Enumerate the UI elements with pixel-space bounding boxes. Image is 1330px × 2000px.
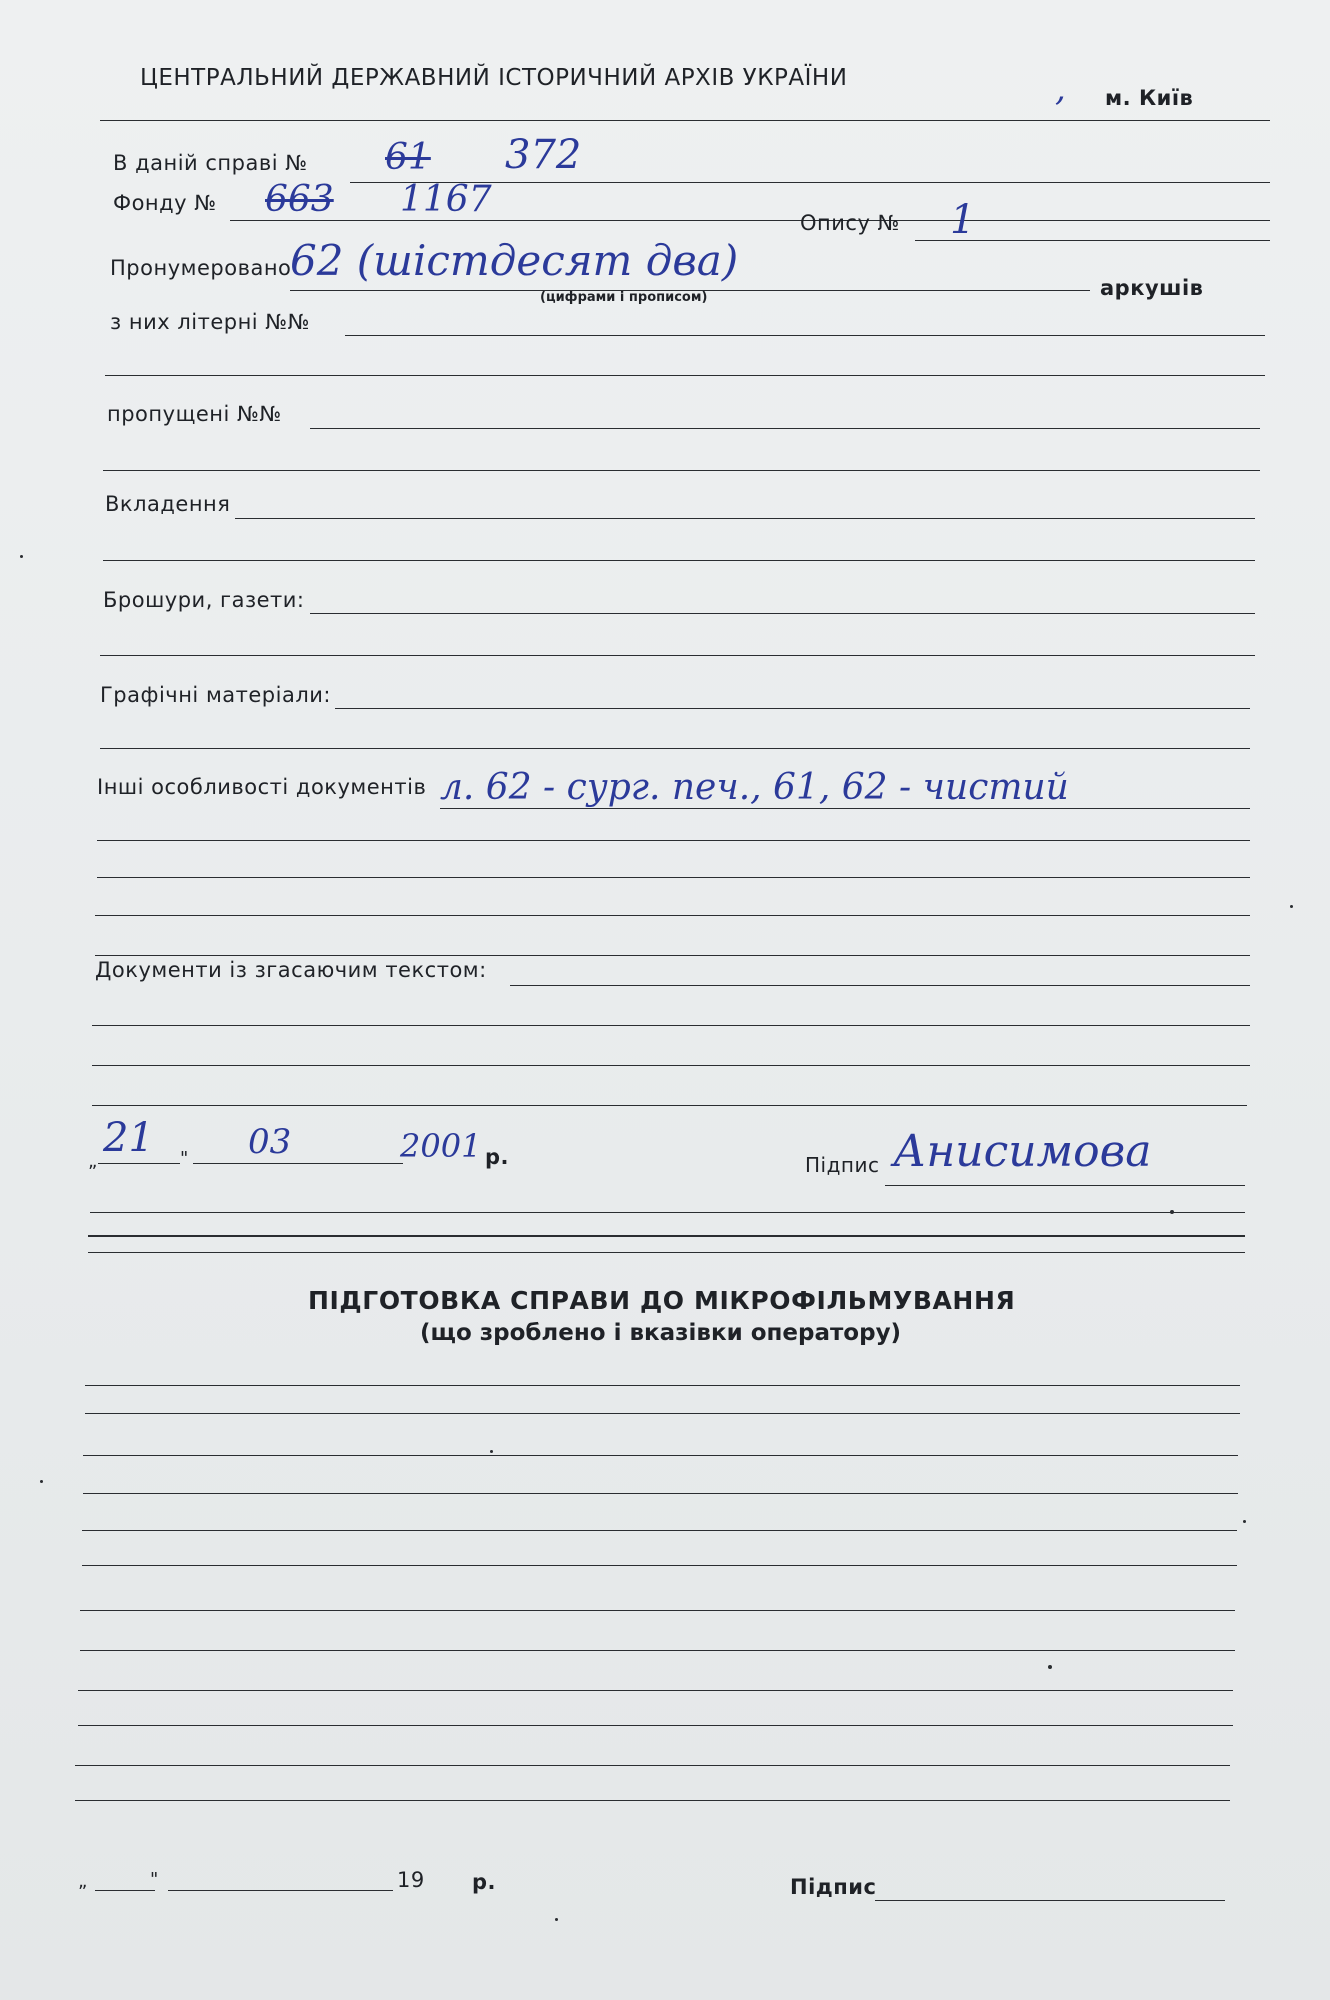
microfilm-line-4	[83, 1493, 1238, 1494]
microfilm-line-11	[75, 1765, 1230, 1766]
other-line-2	[97, 840, 1250, 841]
scan-speck	[40, 1480, 43, 1483]
signature-value: Анисимова	[893, 1126, 1152, 1177]
skipped-numbers-label: пропущені №№	[107, 402, 282, 426]
skipped-line-2	[103, 470, 1260, 471]
microfilm-line-2	[85, 1413, 1240, 1414]
skipped-line-1	[310, 428, 1260, 429]
scan-speck	[1170, 1210, 1174, 1214]
bottom-signature-label: Підпис	[790, 1875, 877, 1899]
graphics-label: Графічні матеріали:	[100, 683, 331, 707]
scan-speck	[555, 1918, 558, 1921]
other-value: л. 62 - сург. печ., 61, 62 - чистий	[440, 767, 1069, 808]
other-line-5	[95, 955, 1250, 956]
enclosures-line-1	[235, 518, 1255, 519]
fond-label: Фонду №	[113, 191, 217, 215]
archive-city: м. Київ	[1105, 86, 1194, 110]
bottom-year-prefix: 19	[397, 1868, 425, 1892]
opys-line	[915, 240, 1270, 241]
date-block-line-3	[88, 1252, 1245, 1253]
microfilm-line-10	[78, 1725, 1233, 1726]
microfilm-line-12	[75, 1800, 1230, 1801]
fond-line	[230, 220, 1270, 221]
date-month-line	[193, 1163, 403, 1164]
bottom-signature-line	[875, 1900, 1225, 1901]
microfilm-section-subtitle: (що зроблено і вказівки оператору)	[420, 1320, 902, 1346]
date-open-quote: „	[88, 1151, 98, 1172]
fond-value: 1167	[400, 179, 492, 220]
date-day-line	[98, 1163, 180, 1164]
numbered-hint: (цифрами і прописом)	[540, 290, 708, 305]
date-day: 21	[103, 1115, 154, 1161]
bottom-date-day-line	[95, 1890, 155, 1891]
date-block-line-1	[90, 1212, 1245, 1213]
enclosures-label: Вкладення	[105, 492, 231, 516]
opys-value: 1	[950, 197, 976, 243]
date-block-line-2	[88, 1235, 1245, 1237]
fading-line-1	[510, 985, 1250, 986]
brochures-label: Брошури, газети:	[103, 588, 305, 612]
microfilm-line-8	[80, 1650, 1235, 1651]
scan-speck	[1243, 1520, 1246, 1523]
bottom-date-open-quote: „	[78, 1871, 88, 1892]
other-line-1	[440, 808, 1250, 809]
numbered-label: Пронумеровано	[110, 256, 292, 280]
scan-speck	[1290, 905, 1293, 908]
letter-numbers-label: з них літерні №№	[110, 310, 310, 334]
numbered-value: 62 (шістдесят два)	[290, 236, 739, 285]
date-year-suffix: р.	[485, 1145, 510, 1169]
microfilm-line-5	[82, 1530, 1237, 1531]
other-line-4	[95, 915, 1250, 916]
other-line-3	[97, 877, 1250, 878]
header-rule	[100, 120, 1270, 121]
fond-old-value: 663	[265, 179, 334, 220]
microfilm-line-6	[82, 1565, 1237, 1566]
header-comma: ,	[1055, 69, 1066, 109]
brochures-line-2	[100, 655, 1255, 656]
case-value: 372	[505, 132, 582, 178]
fading-text-label: Документи із згасаючим текстом:	[95, 958, 487, 982]
signature-label: Підпис	[805, 1153, 880, 1177]
bottom-date-month-line	[168, 1890, 393, 1891]
case-label: В даній справі №	[113, 151, 308, 175]
archive-name: ЦЕНТРАЛЬНИЙ ДЕРЖАВНИЙ ІСТОРИЧНИЙ АРХІВ УКРАЇНИ	[140, 65, 848, 91]
letter-line-2	[105, 375, 1265, 376]
fading-line-3	[92, 1065, 1250, 1066]
date-year: 2001	[400, 1127, 482, 1165]
microfilm-section-title: ПІДГОТОВКА СПРАВИ ДО МІКРОФІЛЬМУВАННЯ	[308, 1286, 1016, 1315]
date-month: 03	[248, 1122, 292, 1162]
fading-line-2	[92, 1025, 1250, 1026]
graphics-line-1	[335, 708, 1250, 709]
case-old-value: 61	[385, 137, 431, 178]
microfilm-line-1	[85, 1385, 1240, 1386]
graphics-line-2	[100, 748, 1250, 749]
microfilm-line-3	[83, 1455, 1238, 1456]
microfilm-line-9	[78, 1690, 1233, 1691]
scan-speck	[490, 1450, 493, 1453]
letter-line-1	[345, 335, 1265, 336]
microfilm-line-7	[80, 1610, 1235, 1611]
date-close-quote: "	[180, 1148, 189, 1169]
signature-line	[885, 1185, 1245, 1186]
fading-line-4	[92, 1105, 1247, 1106]
other-label: Інші особливості документів	[97, 775, 427, 799]
opys-label: Опису №	[800, 211, 900, 235]
bottom-year-suffix: р.	[472, 1870, 497, 1894]
bottom-date-close-quote: "	[150, 1869, 159, 1890]
sheets-label: аркушів	[1100, 276, 1204, 300]
enclosures-line-2	[103, 560, 1255, 561]
scan-speck	[1048, 1665, 1052, 1669]
brochures-line-1	[310, 613, 1255, 614]
scan-speck	[20, 555, 23, 558]
